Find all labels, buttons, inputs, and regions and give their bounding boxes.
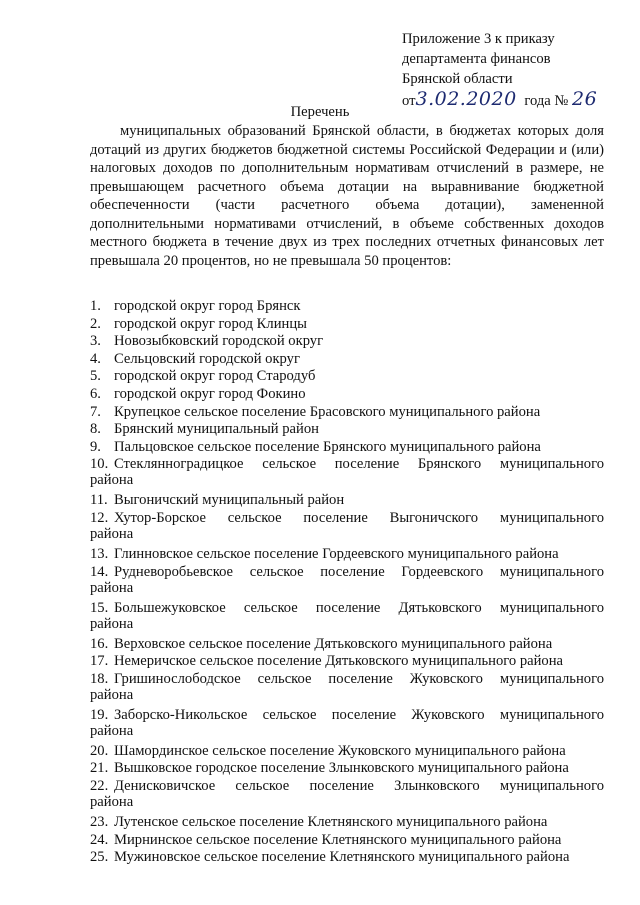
document-title: Перечень — [290, 104, 350, 120]
list-item — [90, 421, 604, 439]
list-item — [90, 778, 604, 814]
list-item-text: Вышковское городское поселение Злынковского муниципального района — [114, 760, 569, 777]
list-item-number: 19. — [90, 706, 109, 723]
list-item-text: Заборско-Никольское сельское поселение Жуковского муниципального — [114, 706, 604, 723]
list-item-text: городской округ город Фокино — [114, 385, 306, 402]
list-item-line — [90, 707, 604, 723]
list-item — [90, 546, 604, 564]
list-item — [90, 386, 604, 404]
list-item-text: Брянский муниципальный район — [114, 421, 319, 438]
list-item-text: Крупецкое сельское поселение Брасовского муниципального района — [114, 403, 541, 420]
list-item-text: городской округ город Стародуб — [114, 368, 316, 385]
header-line-1: Приложение 3 к приказу — [402, 31, 555, 47]
intro-paragraph: муниципальных образований Брянской области, в бюджетах которых доля дотаций из других бюджетов бюджетной системы Российской Федерации и (или) налоговых доходов по дополнительным нормативам отчислений в размере, не превышающем расчетного объема дотации на выравнивание бюджетной обеспеченности (части расчетного объема дотации), замененной дополнительными нормативами отчислений, в объеме собственных доходов местного бюджета в течение двух из трех последних отчетных финансовых лет превышала 20 процентов, но не превышала 50 процентов: — [90, 123, 604, 269]
list-item-number: 14. — [90, 563, 109, 580]
list-item-text: городской округ город Брянск — [114, 298, 301, 314]
list-item-number: 18. — [90, 670, 109, 687]
list-item-number: 23. — [90, 813, 109, 830]
list-item-line — [90, 564, 604, 580]
list-item-line — [90, 600, 604, 616]
list-item-number: 16. — [90, 635, 109, 652]
list-item-text: Верховское сельское поселение Дятьковского муниципального района — [114, 635, 553, 652]
list-item — [90, 671, 604, 707]
list-item-text: Выгоничский муниципальный район — [114, 492, 345, 509]
list-item-text: Лутенское сельское поселение Клетнянского муниципального района — [114, 813, 548, 830]
list-item-text: Сельцовский городской округ — [114, 350, 300, 367]
list-item-line — [90, 671, 604, 687]
list-item-continuation: района — [90, 472, 134, 489]
list-item — [90, 298, 604, 316]
list-item-text: Пальцовское сельское поселение Брянского муниципального района — [114, 438, 541, 455]
list-item — [90, 510, 604, 546]
list-item — [90, 849, 604, 867]
list-item — [90, 439, 604, 457]
list-item-text: Хутор-Борское сельское поселение Выгоничского муниципального — [114, 509, 604, 526]
header-line-3: Брянской области — [402, 71, 513, 87]
list-item-text: Рудневоробьевское сельское поселение Гордеевского муниципального — [114, 563, 604, 580]
list-item — [90, 636, 604, 654]
list-item-continuation: района — [90, 615, 134, 632]
list-item — [90, 564, 604, 600]
list-item-number: 11. — [90, 492, 108, 509]
list-item — [90, 653, 604, 671]
list-item-number: 2. — [90, 315, 101, 332]
header-line-2: департамента финансов — [402, 51, 551, 67]
list-item — [90, 760, 604, 778]
list-item-text: Денисковичское сельское поселение Злынковского муниципального — [114, 777, 604, 794]
list-item-text: городской округ город Клинцы — [114, 315, 307, 332]
list-item-text: Мирнинское сельское поселение Клетнянского муниципального района — [114, 831, 562, 848]
handwritten-number: 26 — [571, 88, 598, 110]
list-item-continuation: района — [90, 579, 134, 596]
list-item-number: 1. — [90, 298, 101, 314]
list-item-number: 9. — [90, 438, 101, 455]
list-item-continuation: района — [90, 686, 134, 703]
list-item-text: Немеричское сельское поселение Дятьковского муниципального района — [114, 653, 564, 670]
list-item — [90, 600, 604, 636]
list-item — [90, 404, 604, 422]
list-item — [90, 351, 604, 369]
municipality-list — [90, 298, 604, 867]
list-item-text: Шамординское сельское поселение Жуковского муниципального района — [114, 742, 566, 759]
list-item — [90, 492, 604, 510]
list-item-number: 12. — [90, 509, 109, 526]
list-item-number: 3. — [90, 333, 101, 350]
list-item — [90, 743, 604, 761]
list-item-number: 22. — [90, 777, 109, 794]
list-item-number: 7. — [90, 403, 101, 420]
list-item-number: 15. — [90, 599, 109, 616]
list-item-text: Гришинослободское сельское поселение Жуковского муниципального — [114, 670, 604, 687]
list-item-text: Глинновское сельское поселение Гордеевского муниципального района — [114, 545, 559, 562]
list-item-number: 4. — [90, 350, 101, 367]
handwritten-date: 3.02.2020 — [415, 88, 517, 110]
list-item — [90, 456, 604, 492]
appendix-header — [402, 29, 632, 111]
list-item-continuation: района — [90, 722, 134, 739]
list-item-number: 8. — [90, 421, 101, 438]
list-item-number: 5. — [90, 368, 101, 385]
list-item-number: 20. — [90, 742, 109, 759]
list-item-text: Новозыбковский городской округ — [114, 333, 324, 350]
list-item-line — [90, 778, 604, 794]
list-item-number: 21. — [90, 760, 109, 777]
list-item — [90, 333, 604, 351]
list-item-continuation: района — [90, 793, 134, 810]
list-item-continuation: района — [90, 525, 134, 542]
list-item-line — [90, 456, 604, 472]
list-item-number: 25. — [90, 849, 109, 866]
list-item — [90, 832, 604, 850]
list-item-text: Стеклянноградицкое сельское поселение Брянского муниципального — [114, 456, 604, 473]
list-item — [90, 316, 604, 334]
list-item — [90, 368, 604, 386]
list-item-number: 17. — [90, 653, 109, 670]
year-number-label: года № — [524, 93, 569, 109]
list-item-text: Большежуковское сельское поселение Дятьковского муниципального — [114, 599, 604, 616]
list-item-number: 10. — [90, 456, 109, 473]
list-item-number: 6. — [90, 385, 101, 402]
list-item-line — [90, 510, 604, 526]
list-item-number: 13. — [90, 545, 109, 562]
list-item-text: Мужиновское сельское поселение Клетнянского муниципального района — [114, 849, 570, 866]
list-item — [90, 707, 604, 743]
list-item-number: 24. — [90, 831, 109, 848]
list-item — [90, 814, 604, 832]
from-prefix: от — [402, 93, 416, 109]
